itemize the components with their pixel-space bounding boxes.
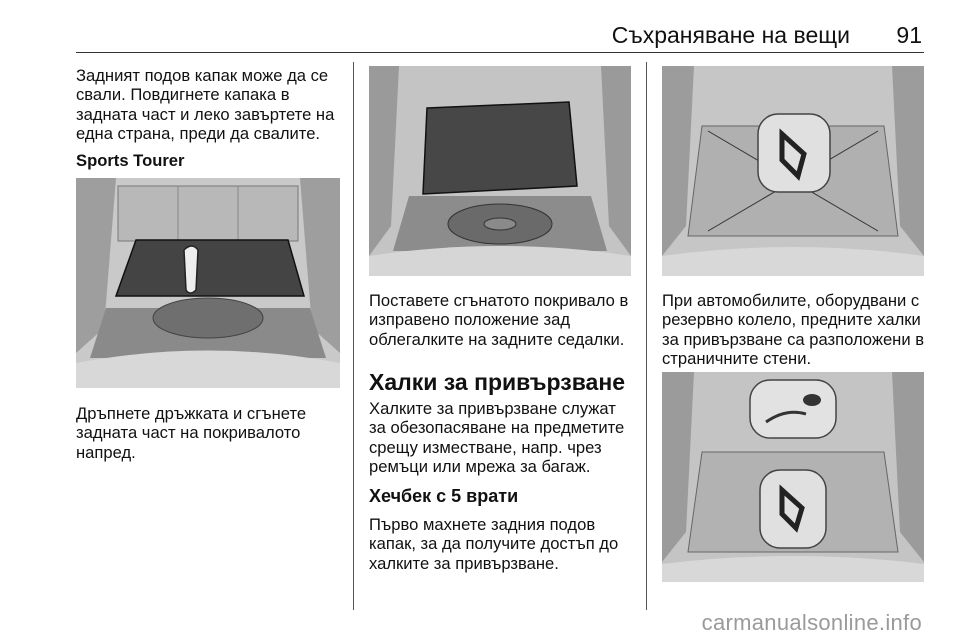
subsection-body: Първо махнете задния подов капак, за да получите достъп до халките за привързване. [369,515,619,573]
figure-tie-down-eyes-spare-wheel [662,372,924,582]
caption-pull-handle: Дръпнете дръжката и сгънете задната част на покривалото напред. [76,404,307,462]
column-divider-1 [353,62,354,610]
variant-label: Sports Tourer [76,151,185,170]
intro-paragraph: Задният подов капак може да се свали. Повдигнете капака в задната част и леко завъртете на една страна, преди да свалите. [76,66,335,144]
section-heading: Халки за привързване [369,369,625,395]
subsection-heading: Хечбек с 5 врати [369,486,519,506]
running-header-title: Съхраняване на вещи [611,22,850,48]
figure-folded-cover-upright [369,66,631,276]
caption-place-cover: Поставете сгънатото покривало в изправено положение зад облегалките на задните седалки. [369,291,629,349]
page-number: 91 [896,22,922,48]
header-rule [76,52,924,53]
column-divider-2 [646,62,647,610]
figure-trunk-floor-cover [76,178,340,388]
section-body: Халките за привързване служат за обезопасяване на предметите срещу изместване, напр. чрез ремъци или мрежа за багаж. [369,399,625,477]
caption-side-wall-eyes: При автомобилите, оборудвани с резервно колело, предните халки за привързване са разположени в страничните стени. [662,291,925,369]
watermark: carmanualsonline.info [701,610,922,635]
figure-tie-down-eyes-floor [662,66,924,276]
